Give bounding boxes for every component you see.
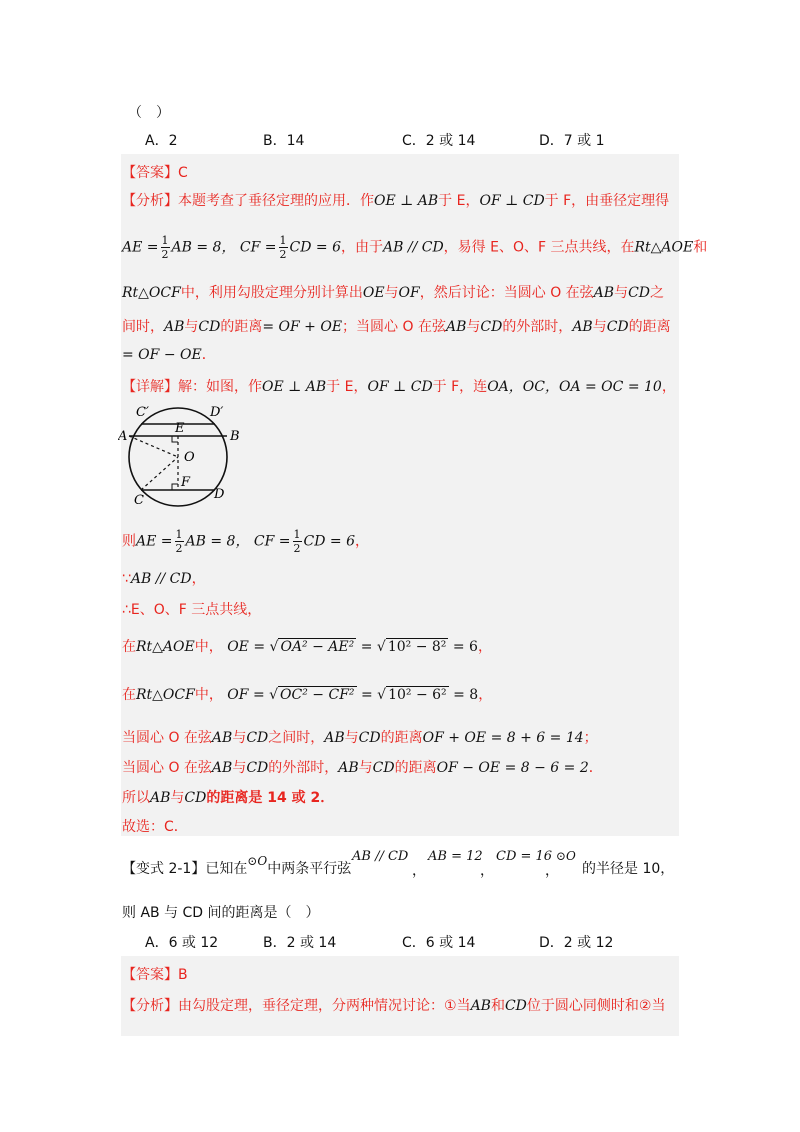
detail-text: 的外部时， <box>268 760 339 776</box>
math-expr: AB <box>324 730 345 746</box>
analysis-text: 与 <box>592 319 607 335</box>
q2-option-b: B．2 或 14 <box>263 935 337 951</box>
fraction <box>161 234 170 261</box>
analysis-text: 的距离 <box>628 319 671 335</box>
frac-num: 1 <box>293 528 301 541</box>
detail-text: 中， <box>194 639 223 655</box>
analysis-text: 于 E， <box>438 193 480 209</box>
sqrt-expr: 10² − 6² <box>388 687 447 703</box>
analysis-line-1 <box>122 190 669 210</box>
detail-line-10: 故选：C． <box>122 819 188 835</box>
math-expr: OE ⊥ AB <box>374 193 439 209</box>
detail-text: 当圆心 O 在弦 <box>122 760 212 776</box>
right-angle-f <box>172 484 178 490</box>
frac-den: 2 <box>279 248 287 261</box>
q2-analysis-text: 位于圆心同侧时和②当 <box>526 998 666 1014</box>
analysis-text: 的外部时， <box>502 319 573 335</box>
answer-tag: 【答案】 <box>122 165 178 181</box>
math-expr: AB // CD <box>130 571 192 587</box>
math-expr: = <box>360 687 373 703</box>
detail-text: 与 <box>344 730 359 746</box>
math-expr: AB // CD <box>383 239 444 256</box>
math-expr: AB <box>445 319 467 335</box>
detail-text: ， <box>355 533 369 550</box>
detail-line-2 <box>122 528 369 555</box>
q2-comma-3: ， <box>545 863 559 879</box>
q2-option-d: D．2 或 12 <box>539 935 614 951</box>
label-e: E <box>175 421 185 436</box>
detail-text: 与 <box>232 760 247 776</box>
analysis-text: 之 <box>650 285 665 301</box>
analysis-text: 于 F，由垂径定理得 <box>544 193 670 209</box>
math-expr: Rt△OCF <box>122 285 181 301</box>
option-a: A．2 <box>145 133 178 149</box>
detail-text: 在 <box>122 687 136 703</box>
math-expr: CD <box>246 760 269 776</box>
analysis-text: ，然后讨论：当圆心 O 在弦 <box>419 285 594 301</box>
math-expr: AB <box>211 730 233 746</box>
q2-analysis-text: 和 <box>490 998 505 1014</box>
detail-text: 与 <box>170 790 185 806</box>
analysis-text: 本题考查了垂径定理的应用．作 <box>178 193 374 209</box>
q2-analysis-text: 由勾股定理，垂径定理，分两种情况讨论：①当 <box>178 998 471 1014</box>
math-expr: = 8 <box>453 687 479 703</box>
analysis-text: 的距离 <box>220 319 263 335</box>
q2-answer-line <box>122 964 188 984</box>
math-expr: OF ⊥ CD <box>367 379 433 395</box>
detail-line-1 <box>122 376 676 396</box>
q2-answer-value: B <box>178 967 188 983</box>
q2-parallel-expr: AB // CD <box>352 849 409 864</box>
math-expr: CD <box>358 730 381 746</box>
analysis-text: 与 <box>466 319 481 335</box>
answer-value: C <box>178 165 188 181</box>
q2-analysis-tag: 【分析】 <box>122 998 178 1014</box>
math-expr: AB <box>164 319 185 335</box>
math-expr: AB <box>150 790 171 806</box>
detail-text: 与 <box>232 730 247 746</box>
math-expr: AB = 8， <box>171 239 236 256</box>
segment-oa <box>129 436 178 457</box>
q2-stem-line-2: 则 AB 与 CD 间的距离是（ ） <box>122 905 320 921</box>
math-expr: CD <box>184 790 207 806</box>
fraction <box>175 528 184 555</box>
math-expr: Rt△AOE <box>136 639 195 655</box>
detail-text: 中， <box>194 687 223 703</box>
answer-line <box>122 162 188 182</box>
detail-line-3 <box>122 568 206 588</box>
detail-text: 的距离是 14 或 2． <box>206 790 335 806</box>
math-expr: CF = <box>239 239 277 256</box>
label-dp: D′ <box>210 405 224 420</box>
math-expr: AB <box>338 760 359 776</box>
analysis-line-2 <box>122 234 707 261</box>
label-c: C <box>134 493 144 508</box>
analysis-line-5 <box>122 344 216 364</box>
math-expr: = OF + OE <box>262 319 343 335</box>
math-expr: AE = <box>122 239 159 256</box>
sqrt-expr: OA² − AE² <box>280 639 355 655</box>
analysis-text: 中，利用勾股定理分别计算出 <box>180 285 363 301</box>
math-expr: OF − OE = 8 − 6 = 2 <box>436 760 589 776</box>
sqrt-expr: OC² − CF² <box>280 687 355 703</box>
q2-comma-2: ， <box>480 863 494 879</box>
detail-text: 与 <box>358 760 373 776</box>
analysis-text: ，易得 E、O、F 三点共线，在 <box>443 239 635 256</box>
analysis-text: 间时， <box>122 319 164 335</box>
math-expr: OE <box>362 285 385 301</box>
detail-text: 解：如图，作 <box>178 379 262 395</box>
because-symbol: ∵ <box>122 571 131 587</box>
math-expr: AB <box>211 760 233 776</box>
math-expr: CD <box>198 319 221 335</box>
detail-line-6: 在Rt△OCF中， OF = √ OC² − CF² = √ 10² − 6² = 8， <box>122 687 493 703</box>
detail-text: ， <box>477 639 492 655</box>
math-expr: Rt△AOE <box>634 239 694 256</box>
q2-stem-line-1 <box>122 854 352 878</box>
math-expr: AB <box>593 285 615 301</box>
detail-text: 的距离 <box>380 730 423 746</box>
option-b: B．14 <box>263 133 305 149</box>
math-expr: CD <box>246 730 269 746</box>
detail-line-5: 在Rt△AOE中， OE = √ OA² − AE² = √ 10² − 8² = 6， <box>122 639 492 655</box>
math-expr: AB = 8， <box>185 533 250 550</box>
circle-figure <box>118 400 248 508</box>
q2-cd-expr: CD = 16 <box>496 849 553 864</box>
frac-den: 2 <box>161 248 169 261</box>
label-d: D <box>214 487 225 502</box>
analysis-line-4 <box>122 316 671 336</box>
math-expr: CD <box>480 319 503 335</box>
math-expr: OE = <box>227 639 266 655</box>
frac-num: 1 <box>175 528 183 541</box>
q2-text: 中两条平行弦 <box>267 861 352 877</box>
q2-option-c: C．6 或 14 <box>402 935 476 951</box>
detail-text: 的距离 <box>394 760 437 776</box>
math-expr: = OF − OE <box>122 347 202 363</box>
detail-line-8 <box>122 757 603 777</box>
detail-text: ． <box>588 760 603 776</box>
detail-text: 于 F，连 <box>432 379 488 395</box>
detail-text: ， <box>478 687 493 703</box>
q2-answer-tag: 【答案】 <box>122 967 178 983</box>
analysis-tag: 【分析】 <box>122 193 178 209</box>
analysis-text: ；当圆心 O 在弦 <box>342 319 446 335</box>
math-expr: = 6 <box>452 639 478 655</box>
detail-text: 在 <box>122 639 136 655</box>
right-angle-e <box>172 436 178 442</box>
option-d: D．7 或 1 <box>539 133 605 149</box>
math-expr: OF = <box>227 687 265 703</box>
math-expr: OA，OC，OA = OC = 10 <box>487 379 662 395</box>
q2-option-a: A．6 或 12 <box>145 935 219 951</box>
frac-num: 1 <box>279 234 287 247</box>
detail-text: 之间时， <box>268 730 325 746</box>
frac-den: 2 <box>175 542 183 555</box>
sqrt-expr: 10² − 8² <box>387 639 447 655</box>
q2-tag: 【变式 2-1】 <box>122 861 206 877</box>
question-paren: （ ） <box>128 105 170 121</box>
frac-num: 1 <box>161 234 169 247</box>
math-expr: CF = <box>253 533 291 550</box>
q2-comma-1: ， <box>412 863 426 879</box>
q2-text: 已知在 <box>205 861 248 877</box>
detail-text: 当圆心 O 在弦 <box>122 730 212 746</box>
math-expr: CD <box>628 285 651 301</box>
analysis-text: 与 <box>384 285 399 301</box>
analysis-line-3 <box>122 282 664 302</box>
math-expr: CD <box>372 760 395 776</box>
analysis-text: 和 <box>693 239 708 256</box>
detail-line-4: ∴E、O、F 三点共线， <box>122 602 262 618</box>
fraction <box>293 528 302 555</box>
label-a: A <box>118 429 128 444</box>
q2-analysis-line <box>122 995 665 1015</box>
math-expr: OF + OE = 8 + 6 = 14 <box>422 730 584 746</box>
odot-symbol-2: ⊙O <box>556 849 576 863</box>
math-expr: CD <box>504 998 527 1014</box>
math-expr: AB <box>470 998 491 1014</box>
detail-text: 于 E， <box>326 379 368 395</box>
math-expr: Rt△OCF <box>136 687 195 703</box>
detail-text: 所以 <box>122 790 150 806</box>
detail-text: ， <box>661 379 676 395</box>
odot-symbol: ⊙O <box>247 854 268 868</box>
label-o: O <box>184 450 195 465</box>
label-cp: C′ <box>136 405 149 420</box>
analysis-text: 与 <box>184 319 199 335</box>
math-expr: AE = <box>136 533 173 550</box>
detail-text: ； <box>583 730 598 746</box>
analysis-text: ，由于 <box>341 239 383 256</box>
q2-radius-text: 的半径是 10， <box>582 861 675 877</box>
detail-tag: 【详解】 <box>122 379 178 395</box>
detail-text: 则 <box>122 533 136 550</box>
label-b: B <box>230 429 240 444</box>
fraction <box>279 234 288 261</box>
math-expr: AB <box>572 319 593 335</box>
q2-ab-expr: AB = 12 <box>428 849 483 864</box>
math-expr: CD = 6 <box>303 533 355 550</box>
analysis-text: 与 <box>614 285 629 301</box>
detail-text: ， <box>191 571 206 587</box>
math-expr: CD = 6 <box>289 239 341 256</box>
math-expr: = <box>360 639 373 655</box>
analysis-text: ． <box>201 347 216 363</box>
detail-line-9 <box>122 787 334 807</box>
option-c: C．2 或 14 <box>402 133 476 149</box>
math-expr: OF <box>398 285 420 301</box>
math-expr: CD <box>606 319 629 335</box>
math-expr: OE ⊥ AB <box>262 379 327 395</box>
math-expr: OF ⊥ CD <box>479 193 545 209</box>
detail-line-7 <box>122 727 598 747</box>
frac-den: 2 <box>293 542 301 555</box>
label-f: F <box>181 475 191 490</box>
